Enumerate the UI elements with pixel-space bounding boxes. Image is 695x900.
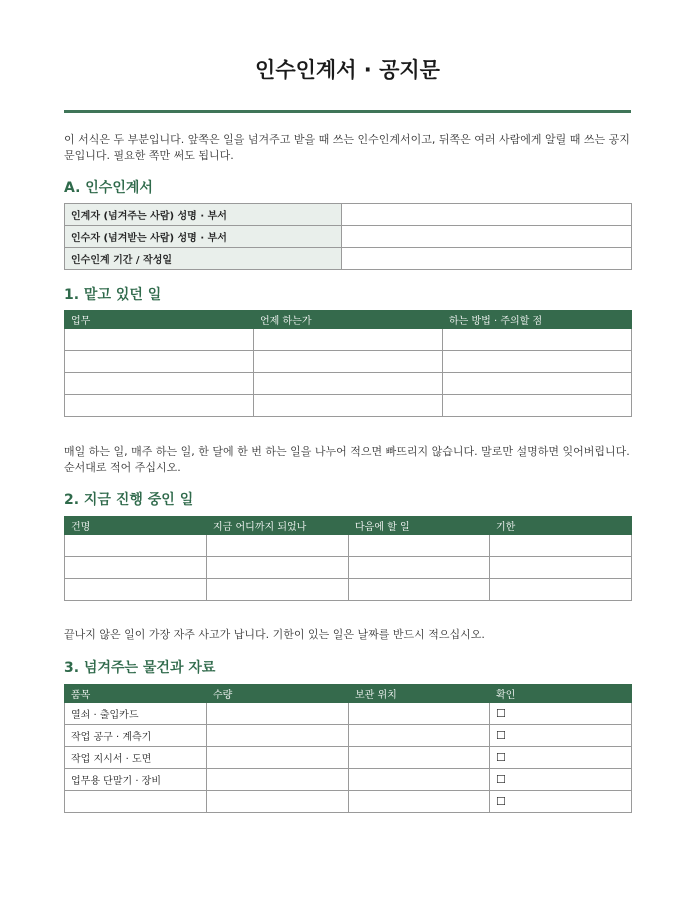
section-2-heading: 2. 지금 진행 중인 일 [64, 492, 194, 508]
cell[interactable] [207, 535, 349, 557]
cell[interactable] [349, 747, 490, 769]
checkbox[interactable]: ☐ [490, 791, 632, 813]
cell[interactable] [254, 395, 443, 417]
table-row [65, 248, 632, 270]
cell[interactable] [207, 725, 349, 747]
table-header-row [65, 685, 632, 703]
checkbox[interactable]: ☐ [490, 703, 632, 725]
cell[interactable] [349, 535, 490, 557]
cell[interactable] [443, 395, 632, 417]
col-header-location: 보관 위치 [349, 685, 490, 703]
giver-field[interactable] [342, 204, 632, 226]
cell[interactable] [349, 579, 490, 601]
cell[interactable] [65, 535, 207, 557]
table-row [65, 204, 632, 226]
checkbox[interactable]: ☐ [490, 725, 632, 747]
cell[interactable] [207, 769, 349, 791]
cell[interactable] [65, 579, 207, 601]
title-divider [64, 110, 631, 113]
cell[interactable] [490, 535, 632, 557]
table-row [65, 226, 632, 248]
cell[interactable] [349, 557, 490, 579]
table-row [65, 769, 632, 791]
table-row [65, 373, 632, 395]
cell[interactable] [207, 747, 349, 769]
cell[interactable] [65, 329, 254, 351]
cell[interactable] [490, 579, 632, 601]
table-row [65, 329, 632, 351]
cell[interactable] [349, 703, 490, 725]
section-a-heading: A. 인수인계서 [64, 180, 153, 196]
handover-info-table [64, 203, 632, 270]
period-field[interactable] [342, 248, 632, 270]
table-row [65, 351, 632, 373]
table-header-row [65, 311, 632, 329]
table-row [65, 703, 632, 725]
item-name: 열쇠 · 출입카드 [65, 703, 207, 725]
checkbox[interactable]: ☐ [490, 747, 632, 769]
col-header-confirm: 확인 [490, 685, 632, 703]
table-row [65, 535, 632, 557]
item-name: 작업 지시서 · 도면 [65, 747, 207, 769]
col-header-deadline: 기한 [490, 517, 632, 535]
cell[interactable] [65, 373, 254, 395]
intro-text: 이 서식은 두 부분입니다. 앞쪽은 일을 넘겨주고 받을 때 쓰는 인수인계서이고, 뒤쪽은 여러 사람에게 알릴 때 쓰는 공지문입니다. 필요한 쪽만 써도 됩니다. [64, 133, 630, 162]
col-header-case: 건명 [65, 517, 207, 535]
col-header-next: 다음에 할 일 [349, 517, 490, 535]
ongoing-work-table [64, 516, 632, 601]
item-name[interactable] [65, 791, 207, 813]
section-2-note: 끝나지 않은 일이 가장 자주 사고가 납니다. 기한이 있는 일은 날짜를 반드시 적으십시오. [64, 628, 485, 641]
table-header-row [65, 517, 632, 535]
duties-table [64, 310, 632, 417]
table-row [65, 395, 632, 417]
giver-label: 인계자 (넘겨주는 사람) 성명 · 부서 [65, 204, 342, 226]
item-name: 작업 공구 · 계측기 [65, 725, 207, 747]
col-header-method: 하는 방법 · 주의할 점 [443, 311, 632, 329]
receiver-label: 인수자 (넘겨받는 사람) 성명 · 부서 [65, 226, 342, 248]
cell[interactable] [443, 351, 632, 373]
page-title: 인수인계서 · 공지문 [255, 58, 440, 82]
table-row [65, 557, 632, 579]
period-label: 인수인계 기간 / 작성일 [65, 248, 342, 270]
checkbox[interactable]: ☐ [490, 769, 632, 791]
col-header-quantity: 수량 [207, 685, 349, 703]
cell[interactable] [443, 329, 632, 351]
cell[interactable] [65, 395, 254, 417]
table-row [65, 791, 632, 813]
cell[interactable] [254, 351, 443, 373]
items-table [64, 684, 632, 813]
item-name: 업무용 단말기 · 장비 [65, 769, 207, 791]
cell[interactable] [207, 703, 349, 725]
section-1-heading: 1. 맡고 있던 일 [64, 287, 162, 303]
section-3-heading: 3. 넘겨주는 물건과 자료 [64, 660, 216, 676]
cell[interactable] [490, 557, 632, 579]
cell[interactable] [254, 329, 443, 351]
cell[interactable] [65, 351, 254, 373]
col-header-task: 업무 [65, 311, 254, 329]
cell[interactable] [65, 557, 207, 579]
cell[interactable] [349, 769, 490, 791]
cell[interactable] [207, 791, 349, 813]
table-row [65, 747, 632, 769]
col-header-when: 언제 하는가 [254, 311, 443, 329]
cell[interactable] [349, 791, 490, 813]
cell[interactable] [349, 725, 490, 747]
cell[interactable] [254, 373, 443, 395]
col-header-progress: 지금 어디까지 되었나 [207, 517, 349, 535]
cell[interactable] [207, 557, 349, 579]
section-1-note: 매일 하는 일, 매주 하는 일, 한 달에 한 번 하는 일을 나누어 적으면 빠뜨리지 않습니다. 말로만 설명하면 잊어버립니다. 순서대로 적어 주십시오. [64, 445, 630, 474]
cell[interactable] [443, 373, 632, 395]
cell[interactable] [207, 579, 349, 601]
col-header-item: 품목 [65, 685, 207, 703]
table-row [65, 579, 632, 601]
receiver-field[interactable] [342, 226, 632, 248]
table-row [65, 725, 632, 747]
